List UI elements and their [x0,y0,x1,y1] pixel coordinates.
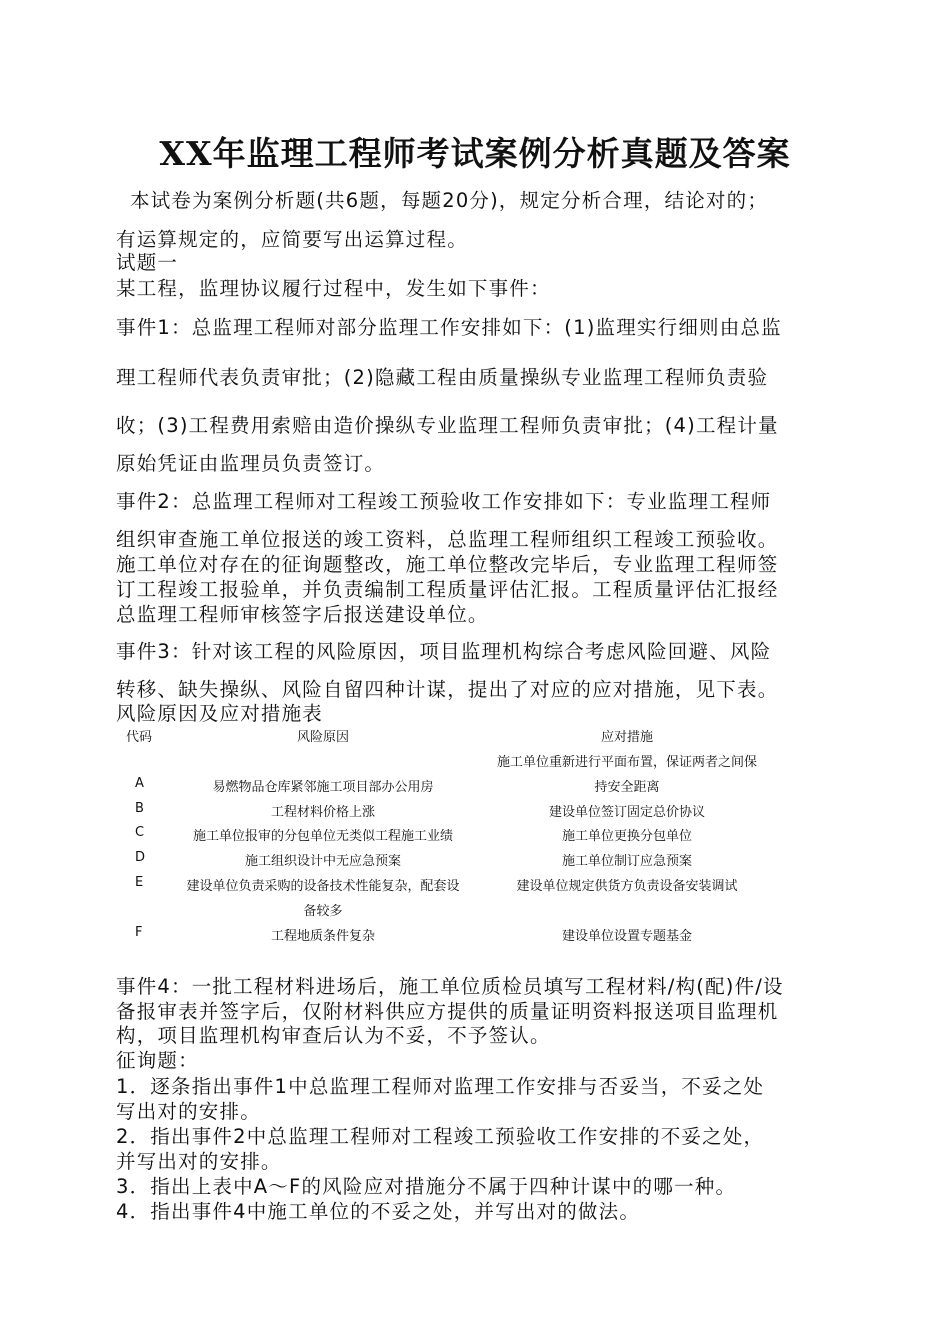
event2-line: 订工程竣工报验单，并负责编制工程质量评估汇报。工程质量评估汇报经 [116,578,779,601]
ask-heading: 征询题： [116,1049,199,1072]
table-cell-code: F [135,925,143,940]
table-cell-measure: 建设单位设置专题基金 [561,929,693,944]
table-cell-code: D [135,850,146,865]
table-cell-cause: 工程地质条件复杂 [270,929,376,944]
event1-line: 事件1：总监理工程师对部分监理工作安排如下：(1)监理实行细则由总监 [116,316,782,339]
table-cell-code: B [135,801,144,816]
event3-line: 转移、缺失操纵、风险自留四种计谋，提出了对应的应对措施，见下表。 [116,678,779,701]
table-cell-measure: 施工单位更换分包单位 [561,829,693,844]
event2-line: 施工单位对存在的征询题整改，施工单位整改完毕后，专业监理工程师签 [116,553,779,576]
table-header-code: 代码 [126,730,153,745]
question-item: 并写出对的安排。 [116,1150,282,1173]
table-cell-code: C [135,825,145,840]
document-title: XX年监理工程师考试案例分析真题及答案 [159,134,791,173]
table-cell-cause: 建设单位负责采购的设备技术性能复杂，配套设 [186,879,460,894]
intro-line: 本试卷为案例分析题(共6题，每题20分)，规定分析合理，结论对的； [130,189,769,212]
question-item: 写出对的安排。 [116,1100,261,1123]
table-cell-cause: 施工单位报审的分包单位无类似工程施工业绩 [192,829,454,844]
question-heading: 试题一 [116,251,179,274]
table-caption: 风险原因及应对措施表 [116,702,324,725]
question-item: 2．指出事件2中总监理工程师对工程竣工预验收工作安排的不妥之处， [116,1125,765,1148]
event1-line: 理工程师代表负责审批；(2)隐藏工程由质量操纵专业监理工程师负责验 [116,366,769,389]
event3-line: 事件3：针对该工程的风险原因，项目监理机构综合考虑风险回避、风险 [116,640,772,663]
event4-line: 构，项目监理机构审查后认为不妥，不予签认。 [116,1024,551,1047]
table-header-cause: 风险原因 [296,730,350,745]
event4-line: 备报审表并签字后，仅附材料供应方提供的质量证明资料报送项目监理机 [116,1000,779,1023]
table-cell-cause: 备较多 [303,904,343,919]
table-cell-code: A [135,776,144,791]
question-lead: 某工程，监理协议履行过程中，发生如下事件： [116,277,551,300]
question-item: 1．逐条指出事件1中总监理工程师对监理工作安排与否妥当，不妥之处 [116,1075,765,1098]
question-item: 4．指出事件4中施工单位的不妥之处，并写出对的做法。 [116,1200,641,1223]
table-cell-cause: 易燃物品仓库紧邻施工项目部办公用房 [212,780,434,795]
table-cell-measure: 建设单位规定供货方负责设备安装调试 [516,879,738,894]
table-cell-measure: 持安全距离 [594,780,660,795]
intro-line: 有运算规定的，应简要写出运算过程。 [116,228,468,251]
event1-line: 原始凭证由监理员负责签订。 [116,452,386,475]
table-cell-measure: 施工单位重新进行平面布置，保证两者之间保 [496,755,758,770]
event4-line: 事件4：一批工程材料进场后，施工单位质检员填写工程材料/构(配)件/设 [116,975,784,998]
table-cell-measure: 施工单位制订应急预案 [561,854,693,869]
table-cell-cause: 施工组织设计中无应急预案 [244,854,402,869]
table-cell-code: E [135,875,144,890]
event2-line: 事件2：总监理工程师对工程竣工预验收工作安排如下：专业监理工程师 [116,490,772,513]
question-item: 3．指出上表中A～F的风险应对措施分不属于四种计谋中的哪一种。 [116,1175,737,1198]
table-cell-cause: 工程材料价格上涨 [270,805,376,820]
table-header-measure: 应对措施 [600,730,654,745]
event1-line: 收；(3)工程费用索赔由造价操纵专业监理工程师负责审批；(4)工程计量 [116,414,779,437]
event2-line: 总监理工程师审核签字后报送建设单位。 [116,603,489,626]
event2-line: 组织审查施工单位报送的竣工资料，总监理工程师组织工程竣工预验收。 [116,528,779,551]
table-cell-measure: 建设单位签订固定总价协议 [548,805,706,820]
